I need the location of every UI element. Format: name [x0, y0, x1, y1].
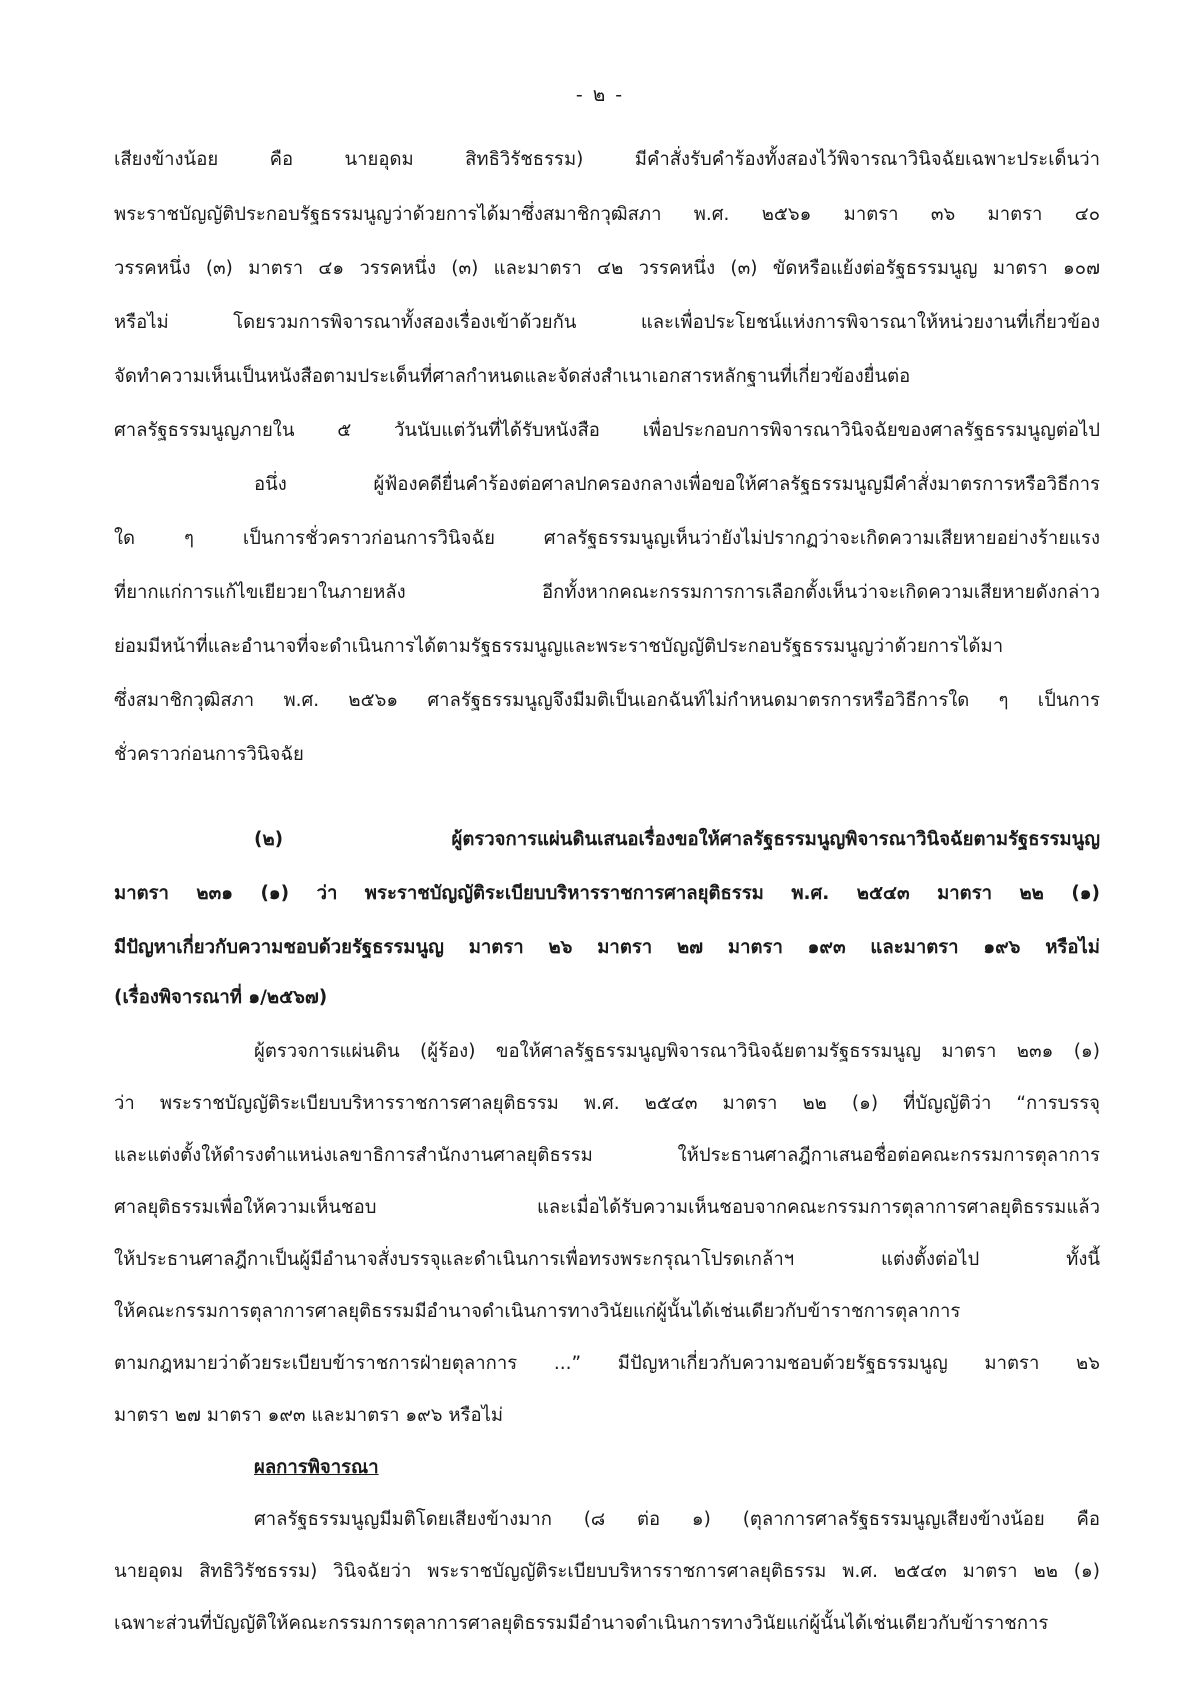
heading-line: (เรื่องพิจารณาที่ ๑/๒๕๖๗) — [114, 987, 328, 1008]
text-line: และแต่งตั้งให้ดำรงตำแหน่งเลขาธิการสำนักงานศาลยุติธรรม ให้ประธานศาลฎีกาเสนอชื่อต่อคณะกรรมการตุลาการ — [114, 1145, 1100, 1166]
heading-line: มีปัญหาเกี่ยวกับความชอบด้วยรัฐธรรมนูญ มาตรา ๒๖ มาตรา ๒๗ มาตรา ๑๙๓ และมาตรา ๑๙๖ หรือไม่ — [114, 937, 1100, 958]
text-line: มาตรา ๒๗ มาตรา ๑๙๓ และมาตรา ๑๙๖ หรือไม่ — [114, 1405, 504, 1426]
text-line: ซึ่งสมาชิกวุฒิสภา พ.ศ. ๒๕๖๑ ศาลรัฐธรรมนูญจึงมีมติเป็นเอกฉันท์ไม่กำหนดมาตรการหรือวิธีการใด ๆ เป็นการ — [114, 690, 1100, 711]
text-line: ศาลรัฐธรรมนูญภายใน ๕ วันนับแต่วันที่ได้รับหนังสือ เพื่อประกอบการพิจารณาวินิจฉัยของศาลรัฐธรรมนูญต่อไป — [114, 420, 1100, 441]
text-line: อนึ่ง ผู้ฟ้องคดียื่นคำร้องต่อศาลปกครองกลางเพื่อขอให้ศาลรัฐธรรมนูญมีคำสั่งมาตรการหรือวิธีการ — [254, 474, 1100, 495]
heading-line: (๒) ผู้ตรวจการแผ่นดินเสนอเรื่องขอให้ศาลรัฐธรรมนูญพิจารณาวินิจฉัยตามรัฐธรรมนูญ — [254, 829, 1100, 850]
text-line: ใด ๆ เป็นการชั่วคราวก่อนการวินิจฉัย ศาลรัฐธรรมนูญเห็นว่ายังไม่ปรากฏว่าจะเกิดความเสียหายอย่างร้ายแรง — [114, 528, 1100, 549]
text-line: ว่า พระราชบัญญัติระเบียบบริหารราชการศาลยุติธรรม พ.ศ. ๒๕๔๓ มาตรา ๒๒ (๑) ที่บัญญัติว่า “การบรรจุ — [114, 1093, 1100, 1114]
text-line: ย่อมมีหน้าที่และอำนาจที่จะดำเนินการได้ตามรัฐธรรมนูญและพระราชบัญญัติประกอบรัฐธรรมนูญว่าด้วยการได้มา — [114, 636, 1004, 657]
text-line: พระราชบัญญัติประกอบรัฐธรรมนูญว่าด้วยการได้มาซึ่งสมาชิกวุฒิสภา พ.ศ. ๒๕๖๑ มาตรา ๓๖ มาตรา ๔๐ — [114, 204, 1100, 225]
result-heading: ผลการพิจารณา — [254, 1457, 379, 1478]
heading-line: มาตรา ๒๓๑ (๑) ว่า พระราชบัญญัติระเบียบบริหารราชการศาลยุติธรรม พ.ศ. ๒๕๔๓ มาตรา ๒๒ (๑) — [114, 883, 1100, 904]
text-line: เสียงข้างน้อย คือ นายอุดม สิทธิวิรัชธรรม) มีคำสั่งรับคำร้องทั้งสองไว้พิจารณาวินิจฉัยเฉพาะประเด็นว่า — [114, 149, 1100, 170]
text-line: ให้ประธานศาลฎีกาเป็นผู้มีอำนาจสั่งบรรจุและดำเนินการเพื่อทรงพระกรุณาโปรดเกล้าฯ แต่งตั้งต่อไป ทั้งนี้ — [114, 1249, 1100, 1270]
text-line: ศาลรัฐธรรมนูญมีมติโดยเสียงข้างมาก (๘ ต่อ ๑) (ตุลาการศาลรัฐธรรมนูญเสียงข้างน้อย คือ — [254, 1509, 1100, 1530]
text-line: นายอุดม สิทธิวิรัชธรรม) วินิจฉัยว่า พระราชบัญญัติระเบียบบริหารราชการศาลยุติธรรม พ.ศ. ๒๕๔๓ มาตรา ๒๒ (๑) — [114, 1561, 1100, 1582]
text-line: ศาลยุติธรรมเพื่อให้ความเห็นชอบ และเมื่อได้รับความเห็นชอบจากคณะกรรมการตุลาการศาลยุติธรรมแล้ว — [114, 1197, 1100, 1218]
text-line: ผู้ตรวจการแผ่นดิน (ผู้ร้อง) ขอให้ศาลรัฐธรรมนูญพิจารณาวินิจฉัยตามรัฐธรรมนูญ มาตรา ๒๓๑ (๑) — [254, 1041, 1100, 1062]
text-line: เฉพาะส่วนที่บัญญัติให้คณะกรรมการตุลาการศาลยุติธรรมมีอำนาจดำเนินการทางวินัยแก่ผู้นั้นได้เช่นเดียวกับข้าราชการ — [114, 1613, 1049, 1634]
text-line: จัดทำความเห็นเป็นหนังสือตามประเด็นที่ศาลกำหนดและจัดส่งสำเนาเอกสารหลักฐานที่เกี่ยวข้องยื่นต่อ — [114, 366, 911, 387]
text-line: ให้คณะกรรมการตุลาการศาลยุติธรรมมีอำนาจดำเนินการทางวินัยแก่ผู้นั้นได้เช่นเดียวกับข้าราชการตุลาการ — [114, 1301, 961, 1322]
text-line: หรือไม่ โดยรวมการพิจารณาทั้งสองเรื่องเข้าด้วยกัน และเพื่อประโยชน์แห่งการพิจารณาให้หน่วยงานที่เกี่ยวข้อง — [114, 312, 1100, 333]
text-line: ตามกฎหมายว่าด้วยระเบียบข้าราชการฝ่ายตุลาการ ...” มีปัญหาเกี่ยวกับความชอบด้วยรัฐธรรมนูญ มาตรา ๒๖ — [114, 1353, 1100, 1374]
text-line: วรรคหนึ่ง (๓) มาตรา ๔๑ วรรคหนึ่ง (๓) และมาตรา ๔๒ วรรคหนึ่ง (๓) ขัดหรือแย้งต่อรัฐธรรมนูญ มาตรา ๑๐๗ — [114, 258, 1100, 279]
page-number: - ๒ - — [575, 84, 625, 106]
text-line: ชั่วคราวก่อนการวินิจฉัย — [114, 744, 304, 765]
text-line: ที่ยากแก่การแก้ไขเยียวยาในภายหลัง อีกทั้งหากคณะกรรมการการเลือกตั้งเห็นว่าจะเกิดความเสียหายดังกล่าว — [114, 582, 1100, 603]
